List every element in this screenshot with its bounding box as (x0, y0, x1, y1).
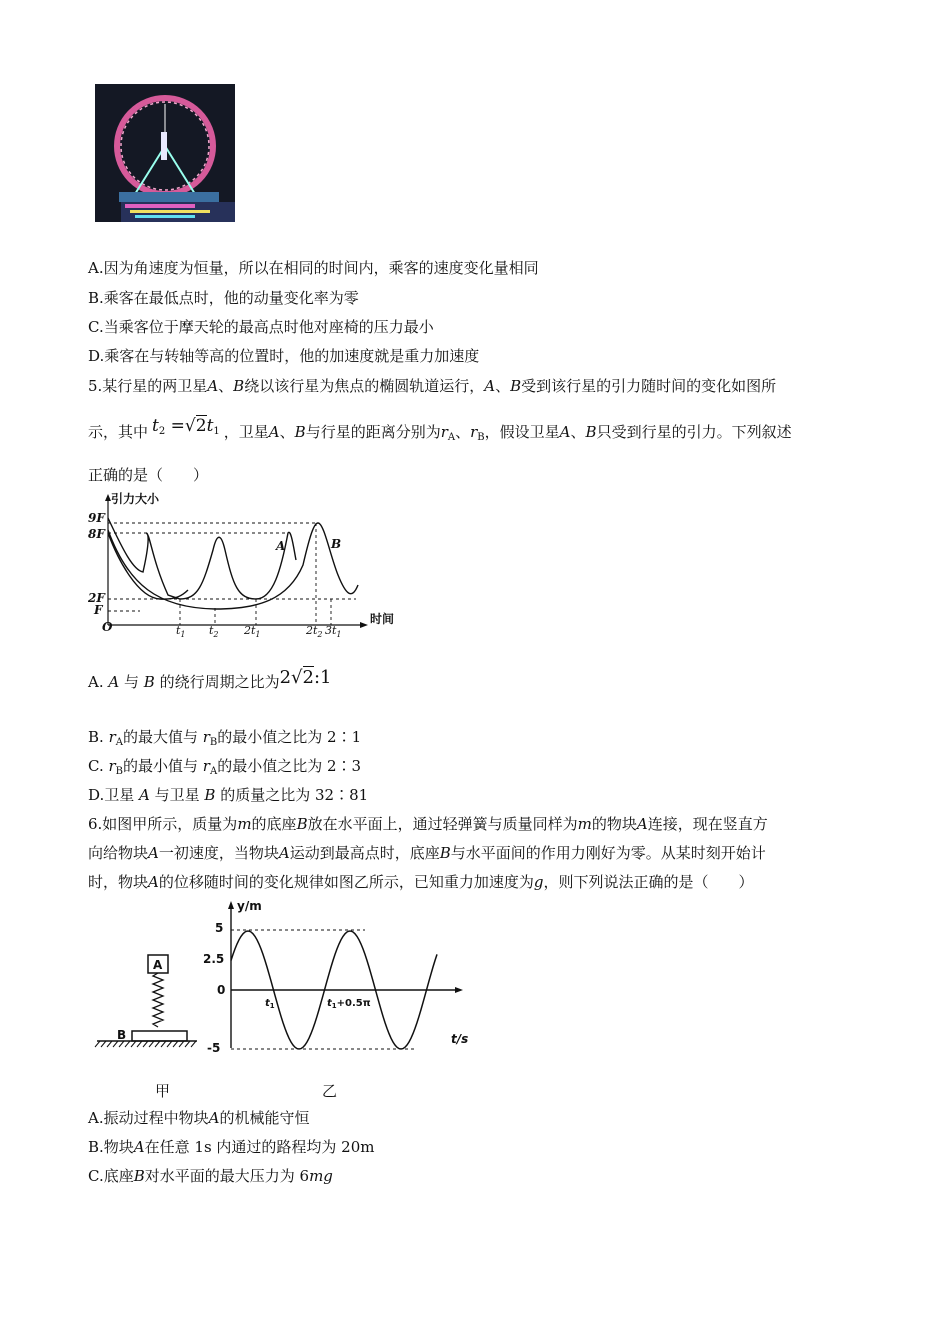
q5-curve-label-b: B (331, 537, 342, 551)
q5-stem-line1: 5.某行星的两卫星A、B绕以该行星为焦点的椭圆轨道运行，A、B受到该行星的引力随时间的变化如图所 (88, 377, 777, 395)
q5-origin: O (102, 620, 113, 634)
base-b-label: B (117, 1028, 127, 1042)
formula-t2-sqrt2-t1: $t_2 =√2t_1$ (152, 416, 220, 437)
q5-x-axis-label: 时间 (370, 612, 395, 626)
q6-option-b: B.物块A在任意 1s 内通过的路程均为 20m (88, 1138, 375, 1156)
q6-stem-line3: 时，物块A的位移随时间的变化规律如图乙所示，已知重力加速度为g，则下列说法正确的是（ ） (88, 873, 754, 891)
q5-curve-b (108, 523, 358, 609)
q6-y-axis-label: y/m (237, 899, 262, 913)
ferris-wheel-photo (95, 84, 235, 222)
q5-option-c: C. $r_B$的最小值与 $r_A$的最小值之比为 2∶3 (88, 757, 362, 777)
q5-xtick-t1: $t_1$ (176, 624, 186, 639)
q5-xtick-3t1: $3t_1$ (325, 624, 342, 639)
q6-xtick-t1: $t_1$ (265, 998, 275, 1010)
q5-stem-line3: 正确的是（ ） (88, 466, 209, 484)
block-a-label: A (153, 958, 163, 972)
q5-ytick-2F: 2F (88, 591, 105, 605)
q5-ytick-F: F (94, 603, 103, 617)
q6-ytick-2.5: 2.5 (203, 952, 225, 966)
q4-option-b: B.乘客在最低点时，他的动量变化率为零 (88, 289, 359, 307)
q6-ytick-5: 5 (215, 921, 224, 935)
q5-option-d: D.卫星 A 与卫星 B 的质量之比为 32∶81 (88, 786, 369, 804)
q6-x-axis-label: t/s (451, 1032, 469, 1046)
q6-option-a: A.振动过程中物块A的机械能守恒 (88, 1109, 310, 1127)
q4-option-d: D.乘客在与转轴等高的位置时，他的加速度就是重力加速度 (88, 347, 480, 365)
q6-stem-line1: 6.如图甲所示，质量为m的底座B放在水平面上，通过轻弹簧与质量同样为m的物块A连接，现在竖直方 (88, 815, 768, 833)
q5-xtick-t2: $t_2$ (209, 624, 219, 639)
q5-ytick-9F: 9F (88, 511, 105, 525)
q5-xtick-2t2: $2t_2$ (306, 624, 323, 639)
q5-ytick-8F: 8F (88, 527, 105, 541)
caption-yi: 乙 (322, 1082, 338, 1100)
q5-curve-label-a: A (276, 539, 286, 553)
spring (153, 973, 163, 1027)
q5-stem-line2: 示，其中 $t_2 =√2t_1$ ，卫星A、B与行星的距离分别为$r_A$、$r_B$，假设卫星A、B只受到行星的引力。下列叙述 (88, 416, 792, 443)
q5-xtick-2t1: $2t_1$ (244, 624, 261, 639)
q6-option-c: C.底座B对水平面的最大压力为 6mg (88, 1167, 333, 1185)
q5-option-a: A. A 与 B 的绕行周期之比为2√2:1 (88, 667, 332, 691)
base-b (132, 1031, 187, 1041)
q6-xtick-t1-plus: $t_1+0.5\pi$ (327, 998, 371, 1010)
q5-option-b: B. $r_A$的最大值与 $r_B$的最小值之比为 2∶1 (88, 728, 362, 748)
q5-curve-a (108, 518, 296, 599)
q6-ytick-neg5: -5 (207, 1041, 221, 1055)
q6-stem-line2: 向给物块A一初速度，当物块A运动到最高点时，底座B与水平面间的作用力刚好为零。从某时刻开始计 (88, 844, 766, 862)
caption-jia: 甲 (155, 1082, 171, 1100)
q4-option-c: C.当乘客位于摩天轮的最高点时他对座椅的压力最小 (88, 318, 434, 336)
q4-option-a: A.因为角速度为恒量，所以在相同的时间内，乘客的速度变化量相同 (88, 259, 539, 277)
q5-y-axis-label: 引力大小 (111, 492, 160, 506)
q6-displacement-time-graph (195, 895, 475, 1060)
q5-force-time-graph (88, 490, 418, 645)
q6-spring-block-figure (92, 945, 202, 1055)
q6-ytick-0: 0 (217, 983, 226, 997)
